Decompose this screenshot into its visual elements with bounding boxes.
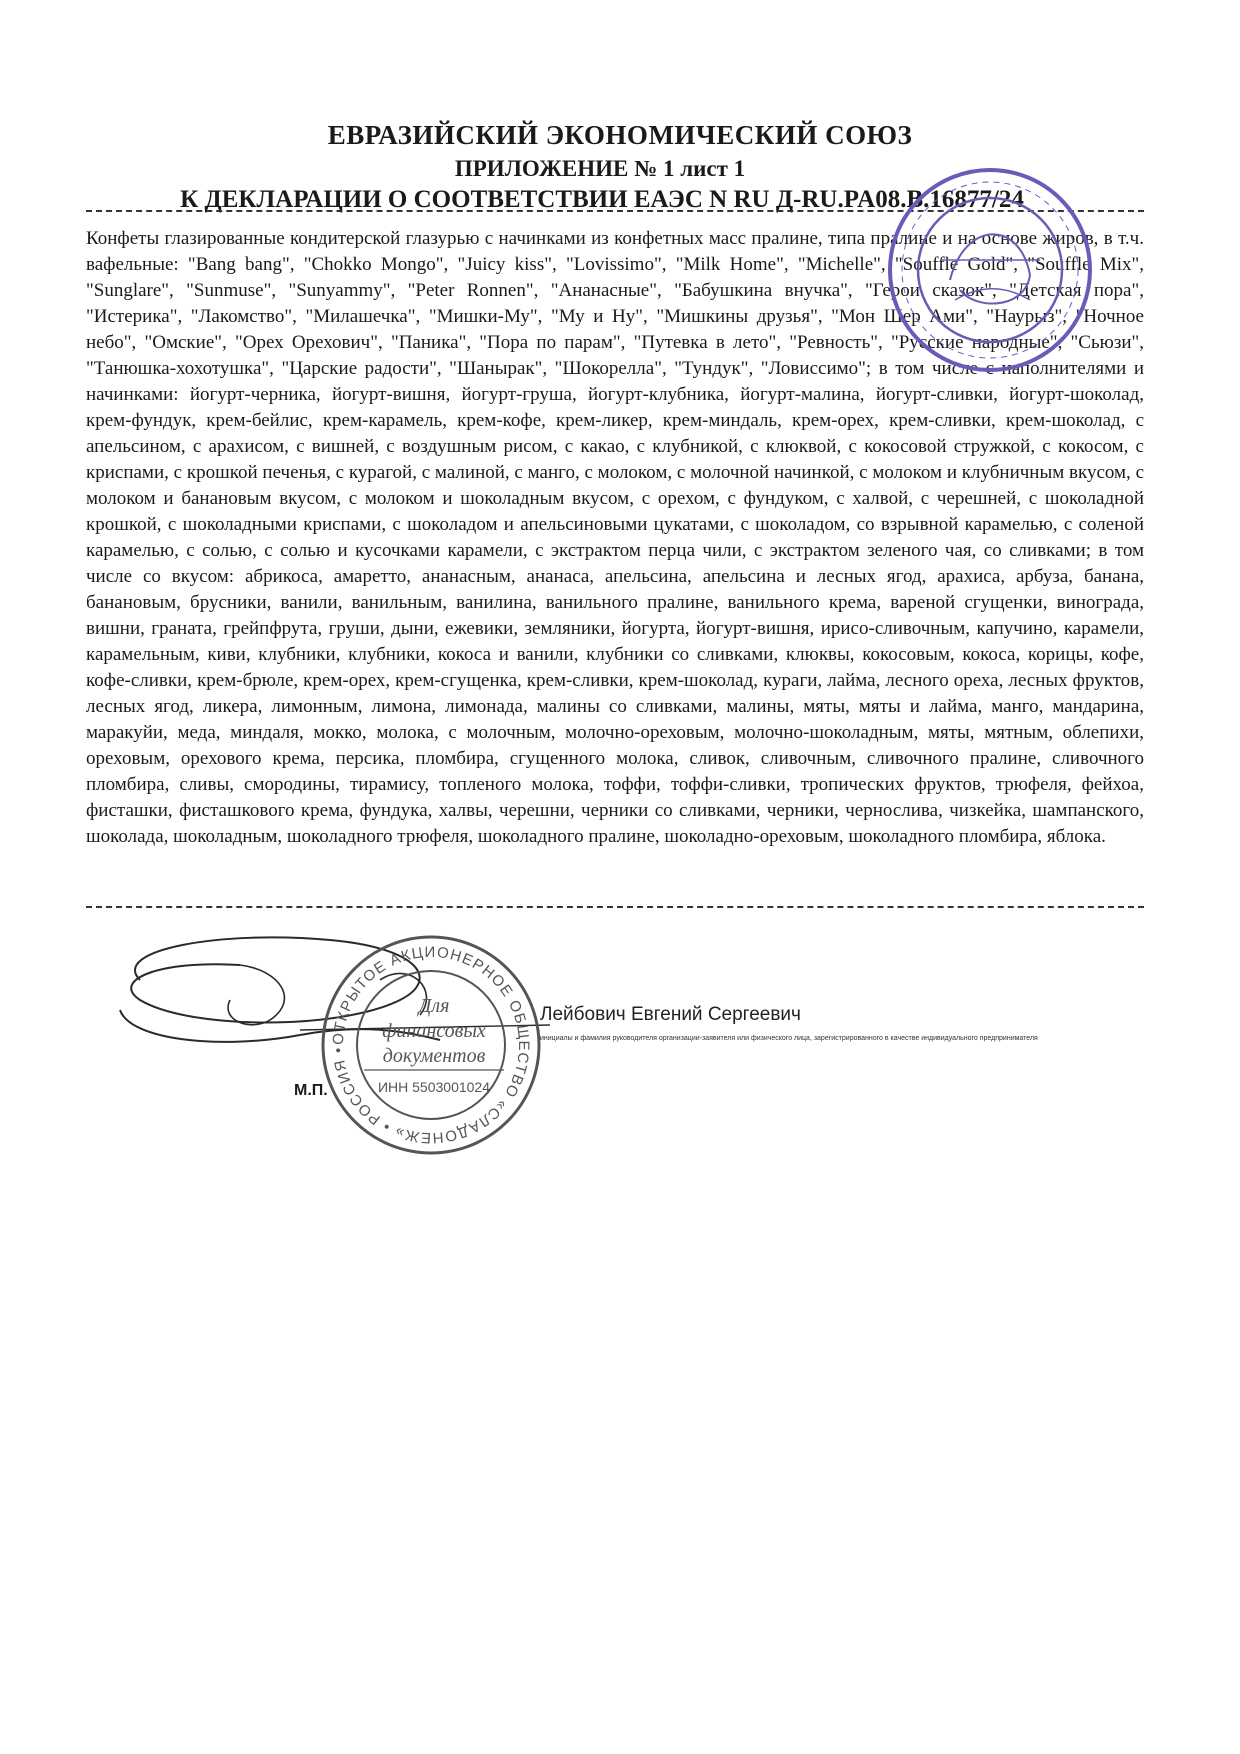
declaration-title: К ДЕКЛАРАЦИИ О СООТВЕТСТВИИ ЕАЭС N RU Д-RU.PA08.B.16877/24: [180, 186, 1024, 213]
bottom-dashed-rule: [86, 906, 1144, 908]
company-seal-center-line-2: финансовых: [382, 1020, 486, 1042]
company-seal-center-line-3: документов: [382, 1045, 486, 1067]
company-seal-ring-text: ОТКРЫТОЕ АКЦИОНЕРНОЕ ОБЩЕСТВО «СЛАДОНЕЖ» • РОССИЯ • • • ОМСК •: [309, 917, 533, 1147]
signer-caption: инициалы и фамилия руководителя организации-заявителя или физического лица, зарегистрированного в качестве индивидуального предпринимателя: [540, 1035, 1038, 1042]
product-description: Конфеты глазированные кондитерской глазурью с начинками из конфетных масс пралине, типа пралине и на основе жиров, в т.ч. вафельные: "Bang bang", "Chokko Mongo", "Juicy kiss", "Lovissimo", "Milk Home", "Michelle", "Souffle Gold", "Souffle Mix", "Sunglare", "Sunmuse", "Sunyammy", "Peter Ronnen", "Ананасные", "Бабушкина внучка", "Герои сказок", "Детская пора", "Истерика", "Лакомство", "Милашечка", "Мишки-Му", "Му и Ну", "Мишкины друзья", "Мон Шер Ами", "Наурыз", "Ночное небо", "Омские", "Орех Орехович", "Паника", "Пора по парам", "Путевка в лето", "Ревность", "Русские народные", "Сьюзи", "Танюшка-хохотушка", "Царские радости", "Шанырак", "Шокорелла", "Тундук", "Ловиссимо"; в том числе с наполнителями и начинками: йогурт-черника, йогурт-вишня, йогурт-груша, йогурт-клубника, йогурт-малина, йогурт-сливки, йогурт-шоколад, крем-фундук, крем-бейлис, крем-карамель, крем-кофе, крем-ликер, крем-миндаль, крем-орех, крем-сливки, крем-шоколад, с апельсином, с арахисом, с вишней, с воздушным рисом, с какао, с клубникой, с клюквой, с кокосовой стружкой, с кокосом, с криспами, с крошкой печенья, с курагой, с малиной, с манго, с молоком, с молочной начинкой, с молоком и клубничным вкусом, с молоком и банановым вкусом, с молоком и шоколадным вкусом, с орехом, с фундуком, с халвой, с черешней, с шоколадной крошкой, с шоколадными криспами, с шоколадом и апельсиновыми цукатами, с шоколадом, со взрывной карамелью, с соленой карамелью, с солью, с солью и кусочками карамели, с экстрактом перца чили, с экстрактом зеленого чая, со сливками; в том числе со вкусом: абрикоса, амаретто, ананасным, ананаса, апельсина, апельсина и лесных ягод, арахиса, арбуза, банана, банановым, брусники, ванили, ванильным, ванилина, ванильного пралине, ванильного крема, вареной сгущенки, винограда, вишни, граната, грейпфрута, груши, дыни, ежевики, земляники, йогурта, йогурт-вишня, ирисо-сливочным, капучино, карамели, карамельным, киви, клубники, клубники, кокоса и ванили, клубники со сливками, клюквы, кокосовым, кокоса, корицы, кофе, кофе-сливки, крем-брюле, крем-орех, крем-сгущенка, крем-сливки, крем-шоколад, кураги, лайма, лесного ореха, лесных фруктов, лесных ягод, ликера, лимонным, лимона, лимонада, малины со сливками, малины, мяты, мяты и лайма, манго, мандарина, маракуйи, меда, миндаля, мокко, молока, с молочным, молочно-ореховым, молочно-шоколадным, мяты, мятным, облепихи, ореховым, орехового крема, персика, пломбира, сгущенного молока, сливок, сливочным, сливочного пралине, сливочного пломбира, сливы, смородины, тирамису, топленого молока, тоффи, тоффи-сливки, тропических фруктов, трюфеля, фейхоа, фисташки, фисташкового крема, фундука, халвы, черешни, черники со сливками, черники, чернослива, чизкейка, шампанского, шоколада, шоколадным, шоколадного трюфеля, шоколадного пралине, шоколадно-ореховым, шоколадного пломбира, яблока.: [86, 228, 1144, 847]
company-seal-center-line-1: Для: [418, 995, 450, 1017]
seal-place-mark: М.П.: [294, 1082, 328, 1099]
company-seal-inn: ИНН 5503001024: [377, 1079, 491, 1095]
appendix-title: ПРИЛОЖЕНИЕ № 1 лист 1: [454, 156, 746, 181]
union-title: ЕВРАЗИЙСКИЙ ЭКОНОМИЧЕСКИЙ СОЮЗ: [327, 120, 913, 150]
registration-stamp-icon: [880, 160, 1100, 380]
signer-name: Лейбович Евгений Сергеевич: [540, 1004, 801, 1025]
